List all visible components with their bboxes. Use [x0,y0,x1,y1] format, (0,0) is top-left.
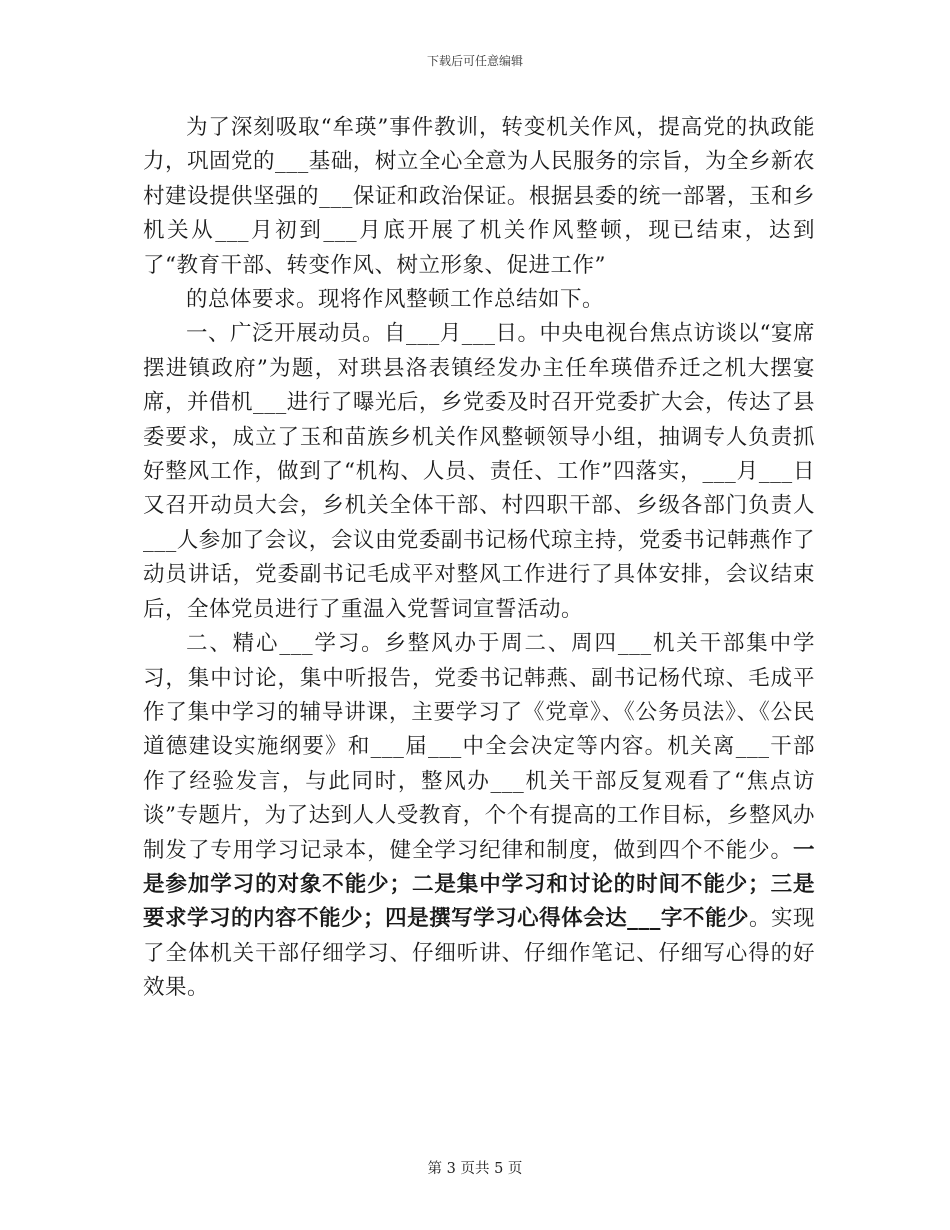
section-2-text: 二、精心___学习。乡整风办于周二、周四___机关干部集中学习，集中讨论，集中听报告，党委书记韩燕、副书记杨代琼、毛成平作了集中学习的辅导讲课，主要学习了《党章》、《公务员法》、《公民道德建设实施纲要》和___届___中全会决定等内容。机关离___干部作了经验发言，与此同时，整风办___机关干部反复观看了“焦点访谈”专题片，为了达到人人受教育，个个有提高的工作目标，乡整风办制发了专用学习记录本，健全学习纪律和制度，做到四个不能少。 [143,631,815,863]
paragraph-intro: 为了深刻吸取“牟瑛”事件教训，转变机关作风，提高党的执政能力，巩固党的___基础，树立全心全意为人民服务的宗旨，为全乡新农村建设提供坚强的___保证和政治保证。根据县委的统一部署，玉和乡机关从___月初到___月底开展了机关作风整顿，现已结束，达到了“教育干部、转变作风、树立形象、促进工作” [143,115,815,278]
paragraph-intro-continued: 的总体要求。现将作风整顿工作总结如下。 [186,287,605,313]
section-2-bold-requirements: 一是参加学习的对象不能少；二是集中学习和讨论的时间不能少；三是要求学习的内容不能少；四是撰写学习心得体会达___字不能少 [143,837,815,932]
page-number: 第 3 页共 5 页 [427,1161,523,1177]
paragraph-section-1: 一、广泛开展动员。自___月___日。中央电视台焦点访谈以“宴席摆进镇政府”为题，对珙县洛表镇经发办主任牟瑛借乔迁之机大摆宴席，并借机___进行了曝光后，乡党委及时召开党委扩大会，传达了县委要求，成立了玉和苗族乡机关作风整顿领导小组，抽调专人负责抓好整风工作，做到了“机构、人员、责任、工作”四落实，___月___日又召开动员大会，乡机关全体干部、村四职干部、乡级各部门负责人___人参加了会议，会议由党委副书记杨代琼主持，党委书记韩燕作了动员讲话，党委副书记毛成平对整风工作进行了具体安排，会议结束后，全体党员进行了重温入党誓词宣誓活动。 [143,321,815,622]
document-body [143,111,815,1006]
paragraph-section-2 [143,627,815,1005]
page-header: 下载后可任意编辑 [426,54,523,68]
section-2-conclusion: 。实现了全体机关干部仔细学习、仔细听讲、仔细作笔记、仔细写心得的好效果。 [143,906,815,1001]
